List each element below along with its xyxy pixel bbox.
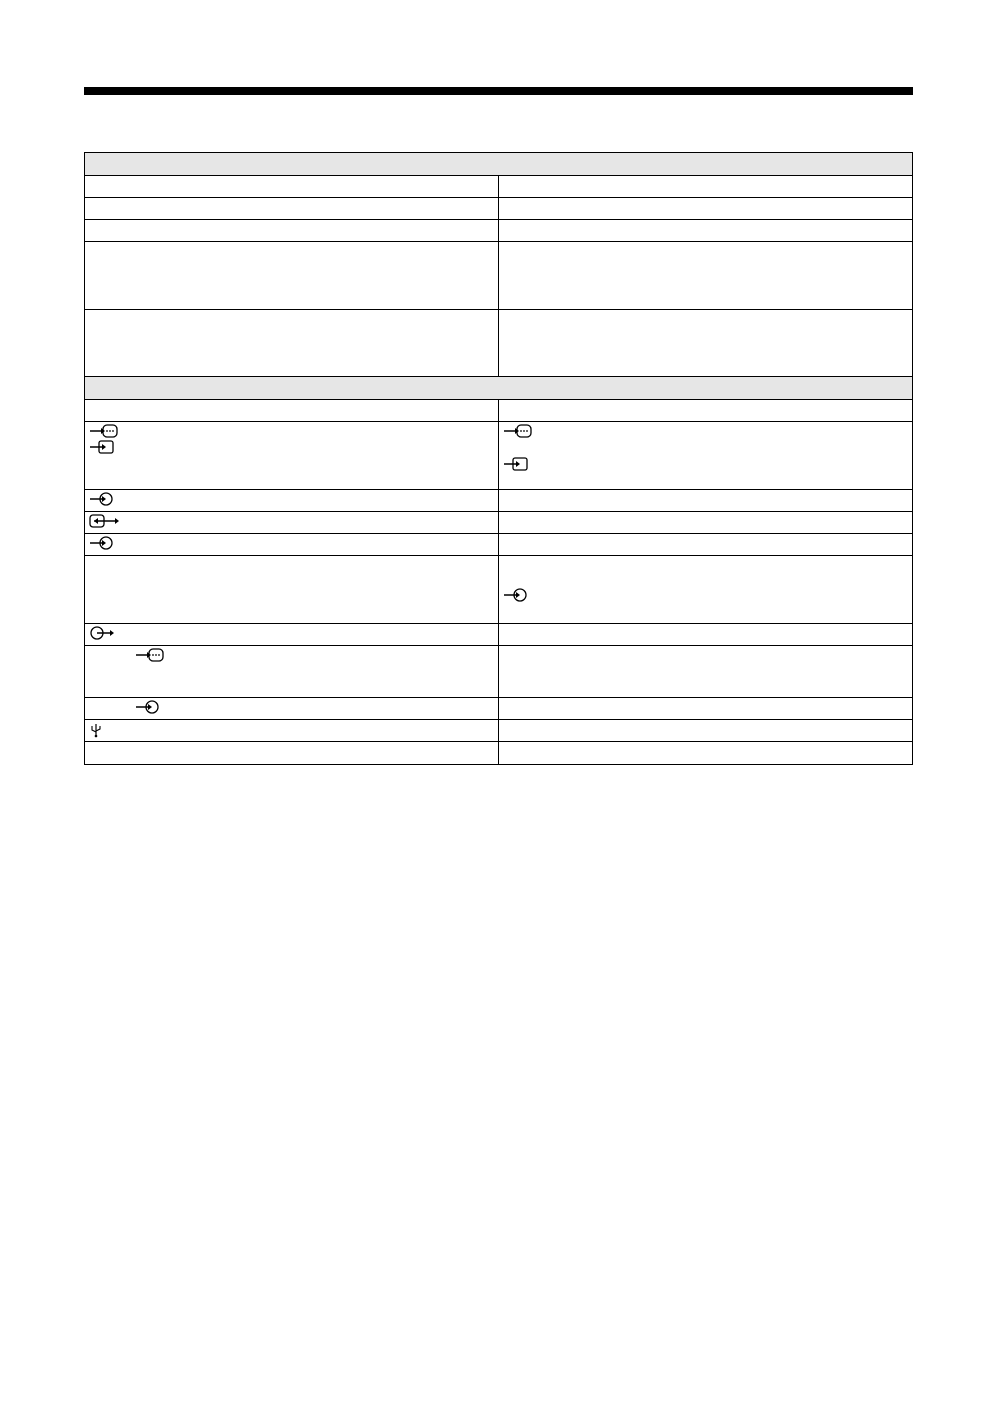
table-row [85, 422, 913, 490]
table-row [85, 198, 913, 220]
table-row [85, 534, 913, 556]
section-header-2 [85, 377, 913, 400]
table-row [85, 556, 913, 624]
scart-input-icon [89, 424, 494, 438]
usb-icon [89, 722, 103, 738]
table-row [85, 490, 913, 512]
table-row [85, 310, 913, 377]
scart-input-icon [135, 648, 165, 662]
input-circle-icon [503, 588, 531, 602]
section-title-1 [85, 153, 913, 176]
top-rule [84, 87, 913, 95]
table-row [85, 242, 913, 310]
spec-table [84, 152, 913, 765]
section-header-1 [85, 153, 913, 176]
input-circle-icon [89, 492, 117, 506]
table-row [85, 400, 913, 422]
table-row [85, 646, 913, 698]
bidirectional-io-icon [89, 514, 121, 528]
output-circle-icon [89, 626, 117, 640]
table-row [85, 624, 913, 646]
input-circle-icon [135, 700, 163, 714]
table-row [85, 698, 913, 720]
section-title-2 [85, 377, 499, 400]
table-row [85, 220, 913, 242]
input-jack-icon [503, 457, 908, 471]
table-row [85, 512, 913, 534]
scart-input-icon [503, 424, 908, 438]
table-row [85, 720, 913, 742]
input-circle-icon [89, 536, 117, 550]
table-row [85, 176, 913, 198]
table-row [85, 742, 913, 765]
input-jack-icon [89, 440, 494, 454]
